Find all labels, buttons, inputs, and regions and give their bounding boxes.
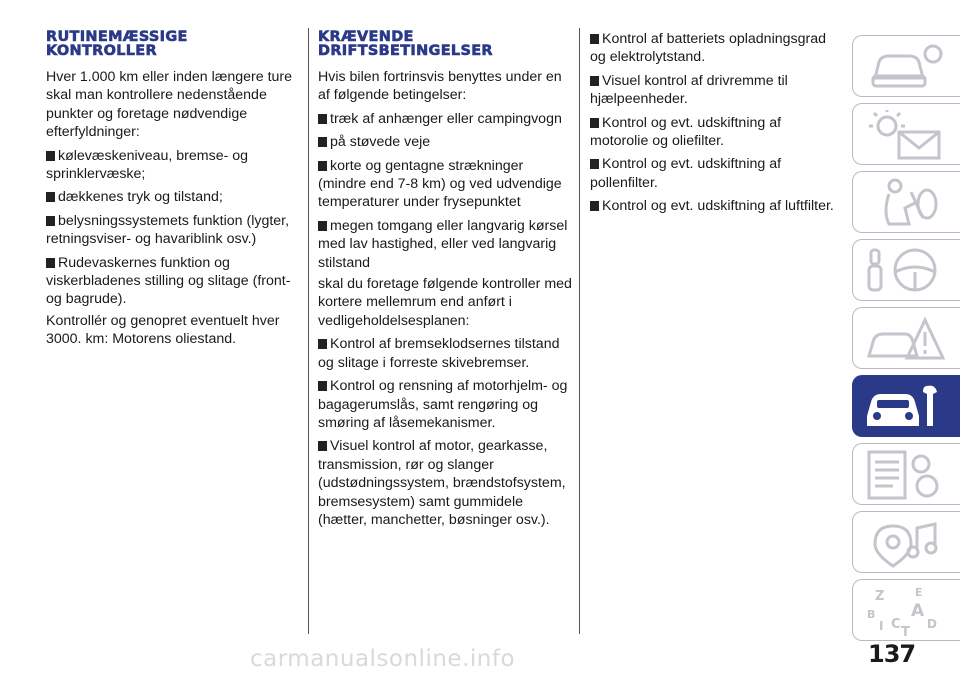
watermark: carmanualsonline.info — [250, 646, 516, 672]
tab-alphabetical-index[interactable] — [852, 579, 960, 641]
index-letter: B — [867, 608, 876, 621]
section-heading — [318, 30, 572, 58]
column-demanding-conditions — [318, 30, 572, 532]
paragraph: Hver 1.000 km eller inden længere ture skal man kontrollere nedenstående punkter og foretage nødvendige efterfyldninger: — [46, 69, 293, 141]
index-letter: I — [879, 619, 884, 633]
list-item — [590, 114, 842, 151]
index-letter: A — [911, 601, 925, 621]
tab-multimedia[interactable] — [852, 511, 960, 573]
checkbox-bullet-icon — [318, 221, 327, 231]
checkbox-bullet-icon — [318, 161, 327, 171]
list-item-text: træk af anhænger eller campingvogn — [330, 110, 562, 127]
checkbox-bullet-icon — [46, 216, 55, 226]
index-letter: Z — [875, 589, 885, 604]
column-further-checks — [590, 30, 842, 219]
airbag-safety-icon — [865, 178, 945, 228]
list-item — [318, 335, 572, 372]
paragraph: Kontrollér og genopret eventuelt hver 3000. km: Motorens oliestand. — [46, 312, 280, 348]
list-item — [318, 133, 572, 151]
list-item-text: dækkenes tryk og tilstand; — [58, 189, 223, 206]
checkbox-bullet-icon — [318, 339, 327, 349]
warning-lights-icon — [865, 110, 945, 160]
list-item — [318, 437, 572, 529]
index-letter: D — [927, 617, 937, 631]
column-divider — [308, 28, 309, 634]
list-item-text: Kontrol og evt. udskiftning af luftfilter. — [602, 198, 834, 215]
checkbox-bullet-icon — [590, 76, 599, 86]
tab-car-wrench[interactable] — [852, 375, 960, 437]
list-item-text: Kontrol og rensning af motorhjelm- og bagagerumslås, samt rengøring og smøring af låsemekanismer. — [318, 378, 568, 431]
checkbox-bullet-icon — [590, 201, 599, 211]
list-item — [318, 377, 572, 432]
list-item-text: på støvede veje — [330, 134, 431, 151]
tab-breakdown[interactable] — [852, 307, 960, 369]
list-item — [318, 157, 572, 212]
heading-line: DRIFTSBETINGELSER — [318, 43, 493, 59]
column-routine-checks — [46, 30, 298, 352]
list-item — [590, 197, 842, 215]
checkbox-bullet-icon — [318, 114, 327, 124]
car-dashboard-icon — [865, 42, 945, 92]
list-item-text: Kontrol af batteriets opladningsgrad og elektrolytstand. — [590, 31, 826, 66]
paragraph: Hvis bilen fortrinsvis benyttes under en af følgende betingelser: — [318, 69, 562, 104]
list-item-text: Kontrol af bremseklodsernes tilstand og slitage i forreste skivebremser. — [318, 336, 560, 371]
section-heading — [46, 30, 298, 58]
heading-line: KONTROLLER — [46, 43, 157, 59]
column-divider — [579, 28, 580, 634]
list-item — [318, 110, 572, 128]
list-item-text: Rudevaskernes funktion og viskerbladenes stilling og slitage (front- og bagrude). — [46, 254, 291, 308]
list-item-text: kølevæskeniveau, bremse- og sprinklervæske; — [46, 147, 249, 183]
list-item — [318, 217, 572, 272]
checkbox-bullet-icon — [590, 159, 599, 169]
checkbox-bullet-icon — [318, 137, 327, 147]
checkbox-bullet-icon — [590, 118, 599, 128]
list-item-text: Visuel kontrol af drivremme til hjælpeenheder. — [590, 72, 788, 108]
index-letters-icon — [865, 586, 945, 636]
list-item — [46, 254, 298, 309]
tab-warning-lights[interactable] — [852, 103, 960, 165]
list-item — [46, 212, 298, 249]
list-item — [46, 188, 298, 206]
heading-line: RUTINEMÆSSIGE — [46, 29, 188, 45]
tab-car-dashboard[interactable] — [852, 35, 960, 97]
list-item-text: Kontrol og evt. udskiftning af pollenfilter. — [590, 156, 782, 191]
list-item-text: korte og gentagne strækninger (mindre end 7-8 km) og ved udvendige temperaturer under frysepunktet — [318, 157, 562, 211]
car-wrench-icon — [865, 382, 945, 432]
tab-airbag-safety[interactable] — [852, 171, 960, 233]
list-item — [590, 155, 842, 192]
key-steering-wheel-icon — [865, 246, 945, 296]
checkbox-bullet-icon — [46, 151, 55, 161]
checkbox-bullet-icon — [318, 441, 327, 451]
paragraph: skal du foretage følgende kontroller med kortere mellemrum end anført i vedligeholdelsesplanen: — [318, 276, 572, 329]
checkbox-bullet-icon — [46, 192, 55, 202]
checkbox-bullet-icon — [318, 381, 327, 391]
multimedia-icon — [865, 518, 945, 568]
checkbox-bullet-icon — [46, 258, 55, 268]
index-letter: E — [915, 586, 923, 599]
heading-line: KRÆVENDE — [318, 29, 414, 45]
index-letter: T — [901, 625, 910, 636]
index-letter: C — [891, 617, 901, 632]
breakdown-warning-icon — [865, 314, 945, 364]
tab-key-steering-wheel[interactable] — [852, 239, 960, 301]
list-item — [46, 147, 298, 184]
list-item — [590, 30, 842, 67]
page-number: 137 — [868, 640, 916, 668]
list-item-text: megen tomgang eller langvarig kørsel med lav hastighed, eller ved langvarig stilstand — [318, 217, 568, 271]
specs-gears-icon — [865, 450, 945, 500]
list-item — [590, 72, 842, 109]
list-item-text: Kontrol og evt. udskiftning af motorolie og oliefilter. — [590, 114, 782, 150]
list-item-text: belysningssystemets funktion (lygter, retningsviser- og havariblink osv.) — [46, 212, 290, 248]
list-item-text: Visuel kontrol af motor, gearkasse, transmission, rør og slanger (udstødningssystem, brændstofsystem, bremsesystem) samt gummidele (hætter, manchetter, bøsninger osv.). — [318, 438, 566, 528]
checkbox-bullet-icon — [590, 34, 599, 44]
tab-specifications[interactable] — [852, 443, 960, 505]
